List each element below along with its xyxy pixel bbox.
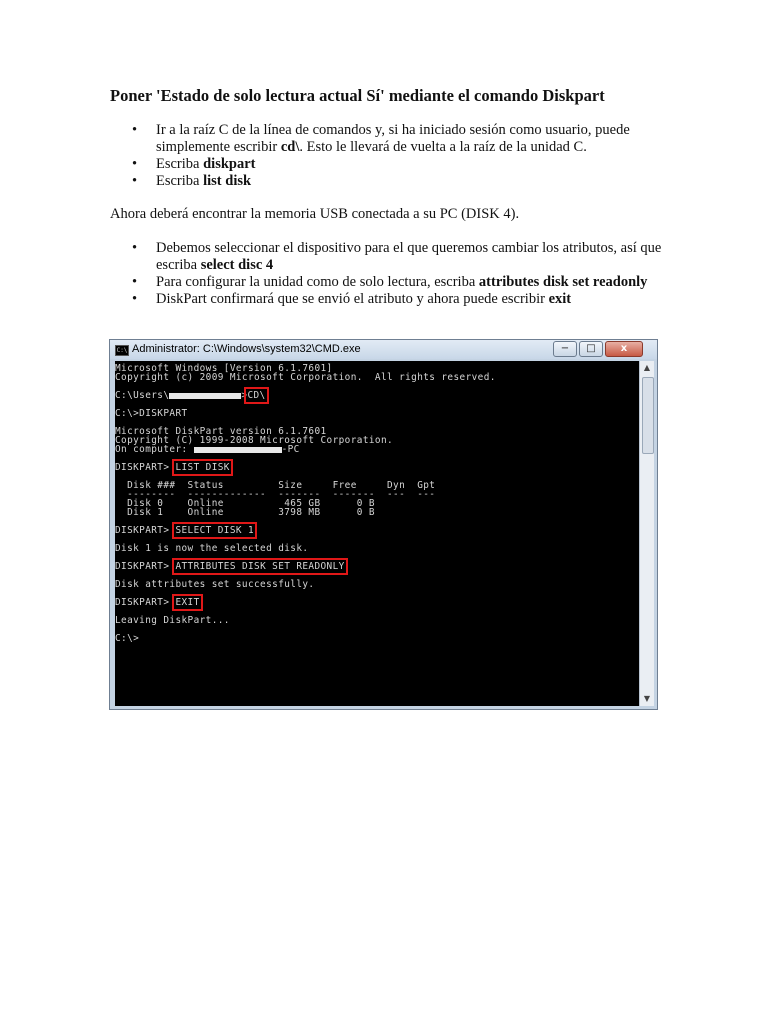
highlighted-command: EXIT <box>175 597 200 608</box>
console-line <box>115 580 496 589</box>
console-text: Disk ### Status Size Free Dyn Gpt <box>115 480 436 491</box>
highlighted-command: CD\ <box>247 390 266 401</box>
command-text: diskpart <box>203 156 256 172</box>
list-item <box>110 274 670 291</box>
console-text: DISKPART> <box>115 525 176 536</box>
list-item <box>110 173 670 190</box>
console-text: -PC <box>281 444 300 455</box>
console-text: Copyright (C) 1999-2008 Microsoft Corporation. <box>115 435 394 446</box>
highlighted-command: SELECT DISK 1 <box>175 525 255 536</box>
highlighted-command: LIST DISK <box>175 462 230 473</box>
console-text: C:\Users\ <box>115 390 170 401</box>
cmd-title: Administrator: C:\Windows\system32\CMD.exe <box>132 343 361 355</box>
command-text: select disc 4 <box>200 257 274 273</box>
scroll-thumb[interactable] <box>642 377 654 454</box>
cmd-titlebar[interactable] <box>110 340 657 359</box>
page-heading: Poner 'Estado de solo lectura actual Sí' mediante el comando Diskpart <box>110 86 605 105</box>
item-text: Escriba <box>156 173 204 189</box>
item-text: Ir a la raíz C de la línea de comandos y, si ha iniciado sesión como usuario, puede simplemente escribir <box>156 122 630 155</box>
bullet-icon: • <box>132 122 138 138</box>
console-text: Disk 0 Online 465 GB 0 B <box>115 498 375 509</box>
list-item <box>110 291 670 308</box>
command-text: cd\ <box>280 139 300 155</box>
item-text: DiskPart confirmará que se envió el atributo y ahora puede escribir <box>156 291 549 307</box>
console-text: C:\>DISKPART <box>115 408 188 419</box>
console-line <box>115 526 496 535</box>
console-line <box>115 409 496 418</box>
minimize-button[interactable]: − <box>553 341 577 357</box>
console-line <box>115 616 496 625</box>
instruction-list-2 <box>110 240 670 308</box>
list-item <box>110 240 670 274</box>
console-line <box>115 445 496 454</box>
console-line <box>115 508 496 517</box>
console-text: Microsoft Windows [Version 6.1.7601] <box>115 363 333 374</box>
bullet-icon: • <box>132 291 138 307</box>
item-text: Para configurar la unidad como de solo lectura, escriba <box>156 274 479 290</box>
bullet-icon: • <box>132 173 138 189</box>
console-text: Copyright (c) 2009 Microsoft Corporation. All rights reserved. <box>115 372 496 383</box>
console-text: Disk attributes set successfully. <box>115 579 315 590</box>
console-text: DISKPART> <box>115 462 176 473</box>
item-text: Debemos seleccionar el dispositivo para el que queremos cambiar los atributos, así que escriba <box>156 240 662 273</box>
console-line <box>115 634 496 643</box>
console-line <box>115 598 496 607</box>
console-text: Disk 1 Online 3798 MB 0 B <box>115 507 375 518</box>
scroll-up-arrow-icon[interactable]: ▲ <box>643 363 651 372</box>
redacted-name <box>169 393 241 399</box>
highlighted-command: ATTRIBUTES DISK SET READONLY <box>175 561 345 572</box>
console-line <box>115 544 496 553</box>
console-line <box>115 391 496 400</box>
item-text: . Esto le llevará de vuelta a la raíz de la unidad C. <box>299 139 587 155</box>
redacted-name <box>194 447 282 453</box>
bullet-icon: • <box>132 274 138 290</box>
instruction-list-1 <box>110 122 670 190</box>
list-item <box>110 156 670 173</box>
console-line <box>115 382 496 391</box>
console-text: Microsoft DiskPart version 6.1.7601 <box>115 426 327 437</box>
cmd-window <box>109 339 658 710</box>
scroll-down-arrow-icon[interactable]: ▼ <box>643 694 651 703</box>
command-text: exit <box>548 291 572 307</box>
console-line <box>115 463 496 472</box>
console-text: C:\> <box>115 633 140 644</box>
command-text: attributes disk set readonly <box>478 274 648 290</box>
console-line <box>115 373 496 382</box>
usb-paragraph: Ahora deberá encontrar la memoria USB conectada a su PC (DISK 4). <box>110 206 520 222</box>
cmd-app-icon: C:\ <box>116 347 128 354</box>
console-line <box>115 562 496 571</box>
console-line <box>115 625 496 634</box>
list-item <box>110 122 670 156</box>
bullet-icon: • <box>132 156 138 172</box>
command-text: list disk <box>203 173 252 189</box>
console-text: DISKPART> <box>115 597 176 608</box>
console-text: On computer: <box>115 444 194 455</box>
maximize-button[interactable]: □ <box>579 341 603 357</box>
console-scrollbar[interactable] <box>639 361 654 706</box>
console-text: Disk 1 is now the selected disk. <box>115 543 309 554</box>
close-button[interactable]: x <box>605 341 643 357</box>
console-output[interactable] <box>115 361 640 706</box>
item-text: Escriba <box>156 156 204 172</box>
console-text: Leaving DiskPart... <box>115 615 230 626</box>
console-text: -------- ------------- ------- ------- --- --- <box>115 489 436 500</box>
console-text: > <box>241 390 248 401</box>
console-text: DISKPART> <box>115 561 176 572</box>
bullet-icon: • <box>132 240 138 256</box>
